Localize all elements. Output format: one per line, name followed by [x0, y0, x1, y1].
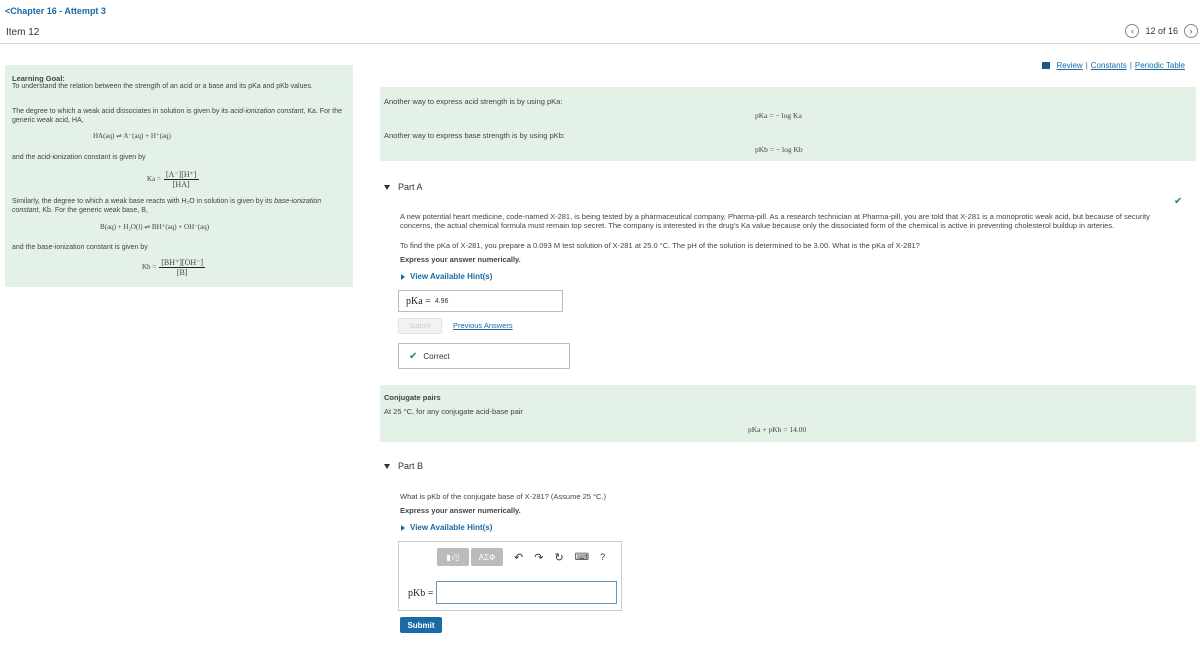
- part-a-header[interactable]: [384, 182, 423, 192]
- top-bar: [0, 0, 1200, 44]
- part-b-question: What is pKb of the conjugate base of X-281? (Assume 25 °C.): [400, 492, 607, 501]
- part-a-title: Part A: [398, 182, 423, 192]
- pagination-label: 12 of 16: [1145, 26, 1178, 36]
- hint-label: View Available Hint(s): [410, 523, 493, 532]
- chevron-right-icon[interactable]: ›: [1184, 24, 1198, 38]
- help-icon[interactable]: ?: [600, 552, 606, 562]
- redo-icon[interactable]: ↷: [534, 551, 544, 564]
- reset-icon[interactable]: ↻: [554, 551, 564, 564]
- part-a-instruction: Express your answer numerically.: [400, 255, 521, 264]
- part-a-answer-field: [398, 290, 563, 312]
- resource-links: [1042, 61, 1185, 70]
- conjugate-title: Conjugate pairs: [384, 393, 441, 402]
- part-a-text: A new potential heart medicine, code-named X-281, is being tested by a pharmaceutical company, Pharma-pill. As a research technician at Pharma-pill, you are told that X-281 is a monoprotic weak acid, but because of security concerns, the actual chemical formula must remain top secret. The company is interested in the drug's Ka value because only the dissociated form of the chemical is active in preventing cholesterol buildup in arteries.: [400, 212, 1150, 230]
- part-a-question: To find the pKa of X-281, you prepare a 0.093 M test solution of X-281 at 25.0 °C. The pH of the solution is determined to be 3.00. What is the pKa of X-281?: [400, 241, 920, 250]
- check-icon: ✔: [409, 350, 418, 362]
- goal-text-4: Similarly, the degree to which a weak base reacts with H₂O in solution is given by its base-ionization constant, Kb. For the generic weak base, B,: [12, 198, 322, 214]
- ka-expression: Ka = $\frac{[A^-][H^+]}{[HA]}$: [147, 170, 197, 189]
- greek-symbols-button[interactable]: ΑΣΦ: [471, 548, 503, 566]
- answer-value: 4.96: [434, 297, 449, 305]
- keyboard-icon[interactable]: ⌨: [574, 551, 590, 563]
- part-b-title: Part B: [398, 461, 424, 471]
- learning-goal-panel: [5, 65, 353, 287]
- part-b-header[interactable]: [384, 461, 423, 471]
- hint-label: View Available Hint(s): [410, 272, 493, 281]
- part-b-instruction: Express your answer numerically.: [400, 506, 521, 515]
- chevron-left-icon[interactable]: ‹: [1125, 24, 1139, 38]
- kb-expression: Kb = $\frac{[BH^+][OH^-]}{[B]}$: [142, 258, 204, 277]
- item-title: Item 12: [6, 27, 40, 38]
- collapse-icon: [384, 185, 390, 190]
- goal-text-2: The degree to which a weak acid dissociates in solution is given by its acid-ionization constant, Ka. For the generic weak acid, HA,: [12, 108, 342, 124]
- template-button[interactable]: ▮√▯: [437, 548, 469, 566]
- goal-text-5: and the base-ionization constant is given by: [12, 244, 148, 251]
- separator: |: [1085, 61, 1088, 70]
- undo-icon[interactable]: ↶: [514, 551, 524, 564]
- conjugate-text: At 25 °C, for any conjugate acid-base pair: [384, 407, 523, 416]
- book-icon: [1042, 62, 1050, 69]
- feedback-text: Correct: [423, 351, 450, 361]
- math-toolbar: [437, 548, 605, 566]
- feedback-box: [398, 343, 570, 369]
- goal-text-3: and the acid-ionization constant is given by: [12, 154, 146, 161]
- goal-text-1: To understand the relation between the strength of an acid or a base and its pKa and pKb values.: [12, 83, 313, 90]
- conjugate-panel: [380, 385, 1196, 442]
- expand-icon: [401, 525, 405, 531]
- expand-icon: [401, 274, 405, 280]
- separator: |: [1129, 61, 1132, 70]
- back-to-chapter-link[interactable]: <Chapter 16 - Attempt 3: [5, 6, 106, 16]
- pkb-definition: pKb = − log Kb: [755, 145, 803, 154]
- check-icon: ✔: [1174, 196, 1183, 207]
- answer-label: pKa =: [406, 295, 431, 307]
- part-a-submit-button: Submit: [398, 318, 442, 334]
- goal-heading: Learning Goal:: [12, 74, 65, 83]
- conjugate-equation: pKa + pKb = 14.00: [748, 425, 807, 434]
- part-b-answer-label: pKb =: [408, 588, 434, 599]
- part-b-answer-input[interactable]: [436, 581, 617, 604]
- part-b-hint-toggle[interactable]: [401, 523, 492, 532]
- item-navigation: [1125, 24, 1198, 38]
- base-equation: B(aq) + H₂O(l) ⇌ BH⁺(aq) + OH⁻(aq): [100, 223, 210, 231]
- acid-strength-text: Another way to express acid strength is by using pKa:: [384, 97, 563, 106]
- pka-definition: pKa = − log Ka: [755, 111, 802, 120]
- collapse-icon: [384, 464, 390, 469]
- intro-panel: [380, 87, 1196, 161]
- previous-answers-link[interactable]: Previous Answers: [453, 321, 513, 330]
- acid-equation: HA(aq) ⇌ A⁻(aq) + H⁺(aq): [93, 132, 171, 140]
- base-strength-text: Another way to express base strength is by using pKb:: [384, 131, 565, 140]
- part-a-hint-toggle[interactable]: [401, 272, 492, 281]
- constants-link[interactable]: Constants: [1090, 61, 1127, 70]
- part-b-submit-button[interactable]: Submit: [400, 617, 442, 633]
- review-link[interactable]: Review: [1056, 61, 1083, 70]
- periodic-table-link[interactable]: Periodic Table: [1134, 61, 1185, 70]
